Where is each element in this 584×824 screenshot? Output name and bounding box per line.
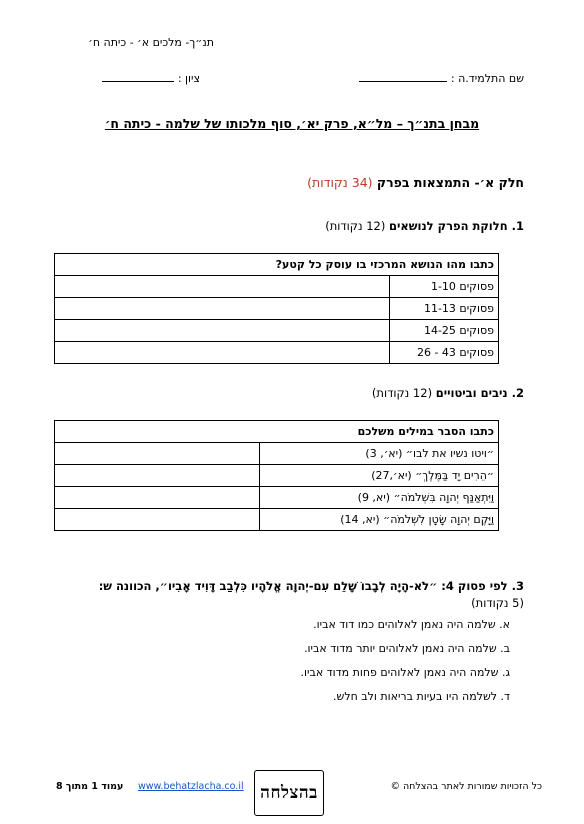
answer-cell[interactable] <box>55 487 260 509</box>
logo-text: בהצלחה <box>260 783 318 803</box>
grade-label: ציון : <box>177 72 200 85</box>
answer-cell[interactable] <box>55 443 260 465</box>
answer-cell[interactable] <box>55 320 390 342</box>
exam-title: מבחן בתנ״ך – מל״א, פרק יא׳, סוף מלכותו של שלמה - כיתה ח׳ <box>104 116 480 131</box>
answer-cell[interactable] <box>55 298 390 320</box>
table-row-label: פסוקים 14-25 <box>390 320 499 342</box>
student-name-label: שם התלמיד.ה : <box>450 72 524 85</box>
student-name-line <box>359 70 524 85</box>
question-1-heading <box>325 219 524 233</box>
question-2-heading <box>372 386 524 400</box>
site-logo <box>254 770 324 816</box>
course-header: תנ״ך- מלכים א׳ - כיתה ח׳ <box>88 36 214 49</box>
answer-option[interactable]: ב. שלמה היה נאמן לאלוהים יותר מדוד אביו. <box>304 642 510 655</box>
question-1-table <box>54 253 499 364</box>
answer-option[interactable]: ד. לשלמה היו בעיות בריאות ולב חלש. <box>333 690 510 703</box>
student-name-field[interactable] <box>359 70 447 82</box>
question-1-table-header: כתבו מהו הנושא המרכזי בו עוסק כל קטע? <box>55 254 499 276</box>
question-3-heading <box>99 579 524 593</box>
page-number: עמוד 1 מתוך 8 <box>56 781 124 792</box>
question-2-table <box>54 420 499 531</box>
question-1-points: (12 נקודות) <box>325 219 386 233</box>
answer-option[interactable]: א. שלמה היה נאמן לאלוהים כמו דוד אביו. <box>313 618 510 631</box>
table-row-label: פסוקים 1-10 <box>390 276 499 298</box>
question-3-points: (5 נקודות) <box>471 596 524 610</box>
site-link[interactable] <box>138 781 244 792</box>
question-3-text: 3. לפי פסוק 4: ״לֹא-הָיָה לְבָבוֹ שָׁלֵם עִם-יְהוָה אֱלֹהָיו כִּלְבַב דָּוִיד אָבִיו״, הכוונה ש: <box>98 579 524 593</box>
table-row-label: וַיִּתְאַנַּף יְהוָה בִּשְׁלֹמֹה״ (יא, 9) <box>260 487 499 509</box>
question-1-text: 1. חלוקת הפרק לנושאים <box>389 219 524 233</box>
grade-field[interactable] <box>102 70 174 82</box>
table-row-label: פסוקים 11-13 <box>390 298 499 320</box>
site-url[interactable]: www.behatzlacha.co.il <box>138 781 244 792</box>
answer-cell[interactable] <box>55 465 260 487</box>
table-row-label: פסוקים 43 - 26 <box>390 342 499 364</box>
grade-line <box>102 70 200 85</box>
part-heading <box>307 175 524 190</box>
part-label: חלק א׳- התמצאות בפרק <box>376 175 524 190</box>
table-row-label: ״ויטו נשיו את לבו״ (יא׳, 3) <box>260 443 499 465</box>
answer-option[interactable]: ג. שלמה היה נאמן לאלוהים פחות מדוד אביו. <box>300 666 510 679</box>
question-2-points: (12 נקודות) <box>371 386 433 400</box>
copyright-notice: כל הזכויות שמורות לאתר בהצלחה © <box>390 781 542 792</box>
answer-cell[interactable] <box>55 509 260 531</box>
question-2-table-header: כתבו הסבר במילים משלכם <box>55 421 499 443</box>
answer-cell[interactable] <box>55 276 390 298</box>
question-2-text: 2. ניבים וביטויים <box>435 386 524 400</box>
table-row-label: וַיָּקֶם יְהוָה שָׂטָן לִשְׁלֹמֹה״ (יא, 14) <box>260 509 499 531</box>
table-row-label: ״הֵרִים יָד בַּמֶּלֶךְ״ (יא׳,27) <box>260 465 499 487</box>
part-points: (34 נקודות) <box>307 175 373 190</box>
answer-cell[interactable] <box>55 342 390 364</box>
